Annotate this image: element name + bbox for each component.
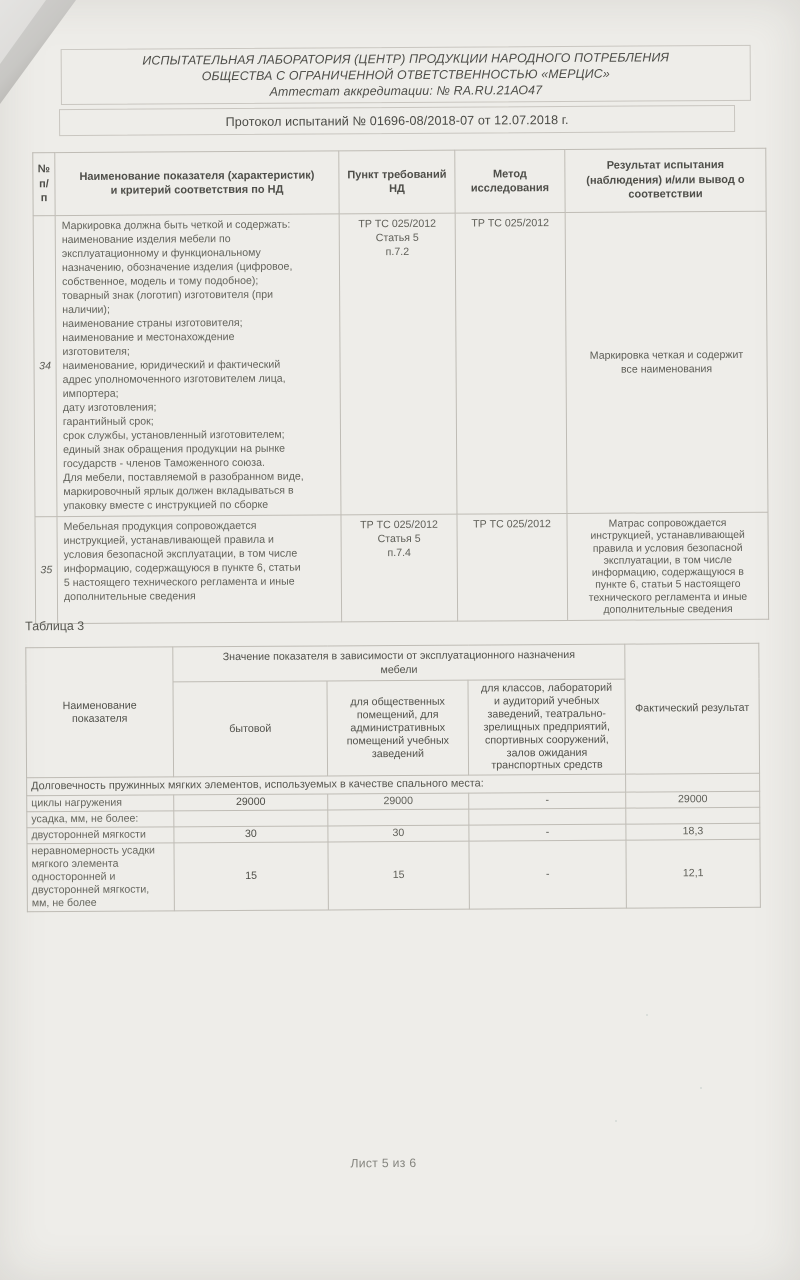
table-row-35 [35, 512, 769, 624]
method-cell: ТР ТС 025/2012 [457, 513, 568, 621]
result-cell: Матрас сопровождается инструкцией, устанавливающей правила и условия безопасной эксплуатации, в том числе информацию, содержащуюся в пункте 6, статьи 5 настоящего технического регламента и иные дополнительные сведения [567, 512, 769, 621]
col-header-household: бытовой [173, 681, 328, 777]
indicator-cell: Маркировка должна быть четкой и содержать: наименование изделия мебели по эксплуатационному и функциональному назначению, обозначение изделия (цифровое, собственное, модель и тому подобное); товарный знак (логотип) изготовителя (при наличии); наименование страны изготовителя; наименование и местонахождение изготовителя; наименование, юридический и фактический адрес уполномоченного изготовителем лица, импортера; дату изготовления; гарантийный срок; срок службы, установленный изготовителем; единый знак обращения продукции на рынке государств - членов Таможенного союза. Для мебели, поставляемой в разобранном виде, маркировочный ярлык должен вкладываться в упаковку вместе с инструкцией по сборке [55, 214, 341, 517]
value-public: 15 [328, 841, 469, 909]
col-header-num: № п/п [33, 153, 55, 216]
value-classes: - [469, 792, 626, 809]
col-header-method: Метод исследования [455, 149, 565, 213]
value-household: 15 [174, 842, 328, 910]
lab-header-box [61, 45, 751, 105]
col-header-indicator: Наименование показателя (характеристик) и критерий соответствия по НД [55, 151, 339, 216]
value-classes [469, 808, 626, 825]
col-header-classes-halls: для классов, лабораторий и аудиторий учебных заведений, театрально- зрелищных предприятий, спортивных сооружений, залов ожидания транспортных средств [468, 679, 626, 775]
value-actual: 12,1 [626, 840, 760, 908]
protocol-number-box [59, 105, 735, 136]
row-label: усадка, мм, не более: [27, 811, 174, 828]
requirement-cell: ТР ТС 025/2012 Статья 5 п.7.2 [339, 213, 457, 515]
empty-cell [626, 774, 760, 793]
value-household [174, 810, 328, 827]
col-header-indicator-name: Наименование показателя [26, 647, 174, 778]
row-label: двусторонней мягкости [27, 827, 174, 844]
row-label: циклы нагружения [27, 795, 174, 812]
value-actual: 29000 [626, 792, 760, 809]
table-row-34 [33, 211, 768, 516]
result-cell: Маркировка четкая и содержит все наименования [565, 211, 768, 513]
value-public [328, 809, 469, 826]
col-header-requirement: Пункт требований НД [339, 150, 455, 214]
table3-caption: Таблица 3 [25, 618, 85, 634]
value-household: 29000 [174, 794, 328, 811]
value-actual [626, 808, 760, 825]
requirement-cell: ТР ТС 025/2012 Статья 5 п.7.4 [341, 514, 458, 622]
indicator-cell: Мебельная продукция сопровождается инструкцией, устанавливающей правила и условия безопасной эксплуатации, в том числе информацию, содержащуюся в пункте 6, статьи 5 настоящего технического регламента и иные дополнительные сведения [57, 515, 342, 624]
col-group-header-values: Значение показателя в зависимости от эксплуатационного назначения мебели [173, 644, 625, 682]
method-cell: ТР ТС 025/2012 [455, 212, 567, 514]
lab-name-line1: ИСПЫТАТЕЛЬНАЯ ЛАБОРАТОРИЯ (ЦЕНТР) ПРОДУКЦИИ НАРОДНОГО ПОТРЕБЛЕНИЯ [142, 50, 670, 68]
col-header-actual-result: Фактический результат [625, 643, 760, 774]
row-number: 34 [33, 216, 57, 517]
lab-name-line2: ОБЩЕСТВА С ОГРАНИЧЕННОЙ ОТВЕТСТВЕННОСТЬЮ «МЕРЦИС» [201, 66, 610, 84]
row-number: 35 [35, 517, 58, 625]
page-number-label: Лист 5 из 6 [350, 1155, 417, 1171]
section-header-label: Долговечность пружинных мягких элементов, используемых в качестве спального места: [27, 774, 626, 796]
value-classes: - [469, 824, 626, 841]
col-header-result: Результат испытания (наблюдения) и/или вывод о соответствии [565, 148, 766, 212]
results-table-header-row [33, 148, 766, 215]
protocol-title: Протокол испытаний № 01696-08/2018-07 от 12.07.2018 г. [225, 112, 569, 129]
value-public: 29000 [328, 793, 469, 810]
accreditation-line: Аттестат аккредитации: № RA.RU.21АО47 [269, 83, 543, 99]
results-table [32, 148, 769, 625]
table-row-uneven-shrinkage [27, 840, 760, 912]
value-actual: 18,3 [626, 824, 760, 841]
value-public: 30 [328, 825, 469, 842]
value-classes: - [469, 840, 626, 908]
col-header-public-premises: для общественных помещений, для административных помещений учебных заведений [327, 680, 469, 776]
durability-table [25, 643, 761, 912]
value-household: 30 [174, 826, 328, 843]
durability-header-row-top [26, 643, 759, 682]
row-label: неравномерность усадки мягкого элемента односторонней и двусторонней мягкости, мм, не более [27, 843, 174, 911]
